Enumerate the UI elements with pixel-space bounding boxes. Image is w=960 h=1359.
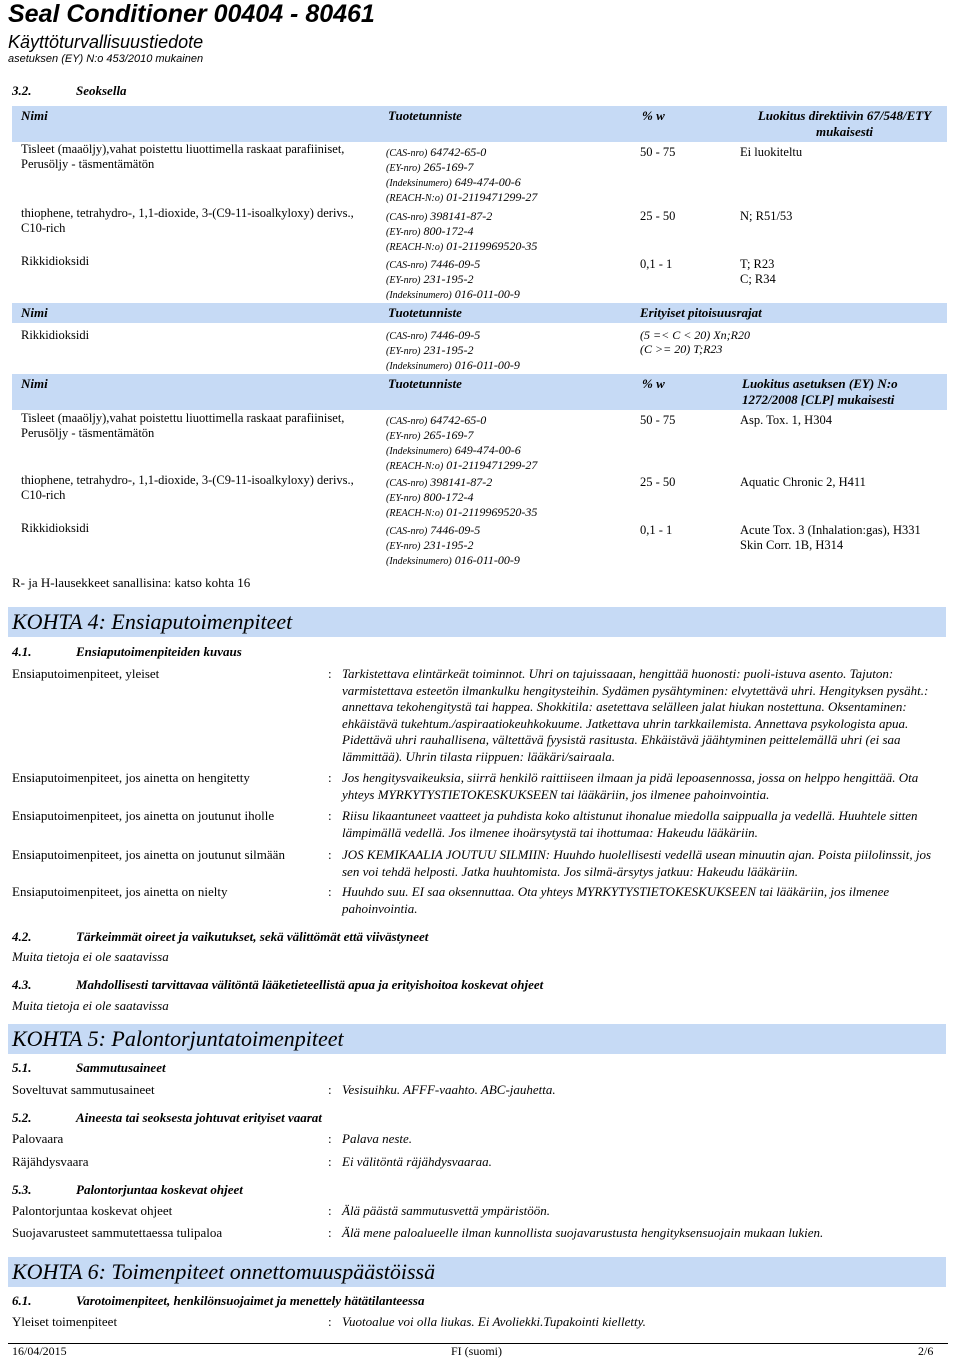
identifier-value: 265-169-7 [423, 428, 474, 442]
table1-row-pct: 50 - 75 [640, 145, 676, 159]
identifier-type: (EY-nro) [386, 163, 421, 174]
identifier-line [386, 328, 480, 344]
table3-row-class: Aquatic Chronic 2, H411 [740, 475, 866, 489]
identifier-type: (Indeksinumero) [386, 556, 452, 567]
identifier-value: 64742-65-0 [430, 413, 487, 427]
identifier-type: (EY-nro) [386, 431, 421, 442]
table1-row-pct: 25 - 50 [640, 209, 676, 223]
document-subtitle: Käyttöturvallisuustiedote [8, 32, 204, 52]
identifier-value: 7446-09-5 [430, 523, 481, 537]
first-aid-label: Ensiaputoimenpiteet, jos ainetta on joutunut silmään [12, 847, 285, 862]
subsection-title: Ensiaputoimenpiteiden kuvaus [76, 644, 242, 659]
table1-row-name: Tisleet (maaöljy),vahat poistettu liuottimella raskaat parafiiniset, Perusöljy - täsmentämätön [21, 142, 345, 171]
identifier-value: 016-011-00-9 [454, 358, 520, 372]
item-colon: : [328, 1203, 332, 1218]
section6-bar [8, 1257, 946, 1287]
identifier-line [386, 475, 492, 491]
identifier-value: 016-011-00-9 [454, 287, 520, 301]
table1-header-name: Nimi [21, 108, 48, 123]
identifier-line [386, 553, 520, 569]
subsection-5-1-heading [12, 1060, 166, 1076]
identifier-line [386, 413, 486, 429]
identifier-line [386, 490, 473, 506]
identifier-line [386, 224, 473, 240]
item-colon: : [328, 808, 332, 823]
table3-row-class: Asp. Tox. 1, H304 [740, 413, 832, 427]
identifier-line [386, 343, 473, 359]
subsection-5-2-heading [12, 1110, 322, 1126]
identifier-value: 7446-09-5 [430, 328, 481, 342]
identifier-value: 231-195-2 [423, 343, 474, 357]
identifier-value: 398141-87-2 [430, 209, 493, 223]
identifier-type: (CAS-nro) [386, 526, 428, 537]
identifier-type: (CAS-nro) [386, 416, 428, 427]
table3-header [12, 374, 947, 410]
identifier-line [386, 358, 520, 374]
subsection-number: 6.1. [12, 1293, 32, 1308]
identifier-value: 01-2119969520-35 [446, 505, 538, 519]
footer-language: FI (suomi) [451, 1344, 502, 1358]
identifier-type: (CAS-nro) [386, 478, 428, 489]
subsection-number: 5.2. [12, 1110, 32, 1125]
subsection-title: Aineesta tai seoksesta johtuvat erityiset vaarat [76, 1110, 322, 1125]
identifier-line [386, 523, 480, 539]
subsection-3-2-heading [12, 83, 127, 99]
section4-title: KOHTA 4: Ensiaputoimenpiteet [12, 609, 293, 634]
item-label: Räjähdysvaara [12, 1154, 89, 1169]
identifier-line [386, 443, 521, 459]
item-colon: : [328, 847, 332, 862]
identifier-value: 01-2119471299-27 [446, 458, 538, 472]
identifier-value: 231-195-2 [423, 538, 474, 552]
item-value: Älä päästä sammutusvettä ympäristöön. [342, 1203, 550, 1218]
identifier-value: 01-2119969520-35 [446, 239, 538, 253]
identifier-line [386, 209, 492, 225]
subsection-title: Varotoimenpiteet, henkilönsuojaimet ja menettely hätätilanteessa [76, 1293, 425, 1308]
table3-header-class: Luokitus asetuksen (EY) N:o 1272/2008 [CLP] mukaisesti [742, 376, 898, 407]
item-colon: : [328, 1082, 332, 1097]
first-aid-value: Riisu likaantuneet vaatteet ja puhdista koko altistunut ihonalue miedolla saippualla ja vedellä. Huuhtele sitten lämpimällä vedellä. Jos ilmenee ihoärsytystä tai ihottumaa: Hakeudu lääkäriin. [342, 808, 918, 840]
subsection-title: Sammutusaineet [76, 1060, 166, 1075]
identifier-value: 649-474-00-6 [454, 175, 521, 189]
identifier-line [386, 505, 537, 521]
identifier-line [386, 257, 480, 273]
table1-header-id: Tuotetunniste [388, 108, 462, 123]
subsection-4-3-heading [12, 977, 543, 993]
identifier-value: 800-172-4 [423, 490, 474, 504]
identifier-type: (CAS-nro) [386, 331, 428, 342]
subsection-4-2-text: Muita tietoja ei ole saatavissa [12, 949, 169, 964]
table3-header-name: Nimi [21, 376, 48, 391]
subsection-number: 3.2. [12, 83, 32, 98]
identifier-type: (EY-nro) [386, 493, 421, 504]
subsection-4-2-heading [12, 929, 428, 945]
table1-row-class: Ei luokiteltu [740, 145, 803, 159]
table2-header-limits: Erityiset pitoisuusrajat [640, 305, 762, 320]
item-colon: : [328, 1131, 332, 1146]
identifier-type: (EY-nro) [386, 227, 421, 238]
first-aid-label: Ensiaputoimenpiteet, yleiset [12, 666, 160, 681]
table1-header [12, 106, 947, 142]
identifier-line [386, 239, 537, 255]
table1-row-class: N; R51/53 [740, 209, 793, 223]
item-label: Soveltuvat sammutusaineet [12, 1082, 155, 1097]
identifier-line [386, 538, 473, 554]
footer-page: 2/6 [918, 1344, 934, 1358]
table2-limits: (5 =< C < 20) Xn;R20 (C >= 20) T;R23 [640, 328, 750, 356]
identifier-type: (REACH-N:o) [386, 461, 444, 472]
table3-row-pct: 0,1 - 1 [640, 523, 673, 537]
regulation-note: asetuksen (EY) N:o 453/2010 mukainen [8, 53, 204, 65]
identifier-type: (EY-nro) [386, 275, 421, 286]
table1-row-name: thiophene, tetrahydro-, 1,1-dioxide, 3-(C9-11-isoalkyloxy) derivs., C10-rich [21, 206, 354, 235]
table1-row-class: T; R23 C; R34 [740, 257, 776, 286]
table2-header-id: Tuotetunniste [388, 305, 462, 320]
subsection-4-3-text: Muita tietoja ei ole saatavissa [12, 998, 169, 1013]
subsection-6-1-heading [12, 1293, 425, 1309]
section5-bar [8, 1024, 946, 1054]
identifier-type: (CAS-nro) [386, 260, 428, 271]
identifier-type: (REACH-N:o) [386, 193, 444, 204]
identifier-type: (Indeksinumero) [386, 290, 452, 301]
table3-row-name: Tisleet (maaöljy),vahat poistettu liuottimella raskaat parafiiniset, Perusöljy - täsmentämätön [21, 411, 345, 440]
first-aid-label: Ensiaputoimenpiteet, jos ainetta on nielty [12, 884, 228, 899]
table3-row-pct: 50 - 75 [640, 413, 676, 427]
item-value: Palava neste. [342, 1131, 413, 1146]
first-aid-label: Ensiaputoimenpiteet, jos ainetta on joutunut iholle [12, 808, 275, 823]
item-label: Suojavarusteet sammutettaessa tulipaloa [12, 1225, 223, 1240]
subsection-number: 4.3. [12, 977, 32, 992]
item-colon: : [328, 884, 332, 899]
table3-row-name: Rikkidioksidi [21, 521, 90, 535]
table2-header-name: Nimi [21, 305, 48, 320]
first-aid-label: Ensiaputoimenpiteet, jos ainetta on hengitetty [12, 770, 250, 785]
identifier-value: 7446-09-5 [430, 257, 481, 271]
section4-bar [8, 607, 946, 637]
identifier-line [386, 458, 537, 474]
identifier-value: 800-172-4 [423, 224, 474, 238]
subsection-4-1-heading [12, 644, 242, 660]
table3-row-class: Acute Tox. 3 (Inhalation:gas), H331 Skin Corr. 1B, H314 [740, 523, 921, 552]
subsection-number: 5.3. [12, 1182, 32, 1197]
item-value: Vesisuihku. AFFF-vaahto. ABC-jauhetta. [342, 1082, 556, 1097]
identifier-value: 265-169-7 [423, 160, 474, 174]
identifier-type: (CAS-nro) [386, 212, 428, 223]
identifier-line [386, 160, 473, 176]
document-title: Seal Conditioner 00404 - 80461 [8, 0, 375, 28]
identifier-type: (Indeksinumero) [386, 361, 452, 372]
item-colon: : [328, 666, 332, 681]
item-value: Ei välitöntä räjähdysvaaraa. [342, 1154, 492, 1169]
identifier-type: (REACH-N:o) [386, 242, 444, 253]
identifier-type: (EY-nro) [386, 346, 421, 357]
identifier-value: 649-474-00-6 [454, 443, 521, 457]
subsection-title: Mahdollisesti tarvittavaa välitöntä lääketieteellistä apua ja erityishoitoa koskevat ohjeet [76, 977, 544, 992]
table3-header-pct: % w [642, 376, 665, 391]
identifier-line [386, 190, 537, 206]
identifier-value: 231-195-2 [423, 272, 474, 286]
identifier-value: 398141-87-2 [430, 475, 493, 489]
identifier-value: 016-011-00-9 [454, 553, 520, 567]
identifier-line [386, 272, 473, 288]
item-colon: : [328, 1225, 332, 1240]
table2-name: Rikkidioksidi [21, 328, 90, 342]
identifier-type: (REACH-N:o) [386, 508, 444, 519]
subsection-number: 4.1. [12, 644, 32, 659]
table1-row-pct: 0,1 - 1 [640, 257, 673, 271]
identifier-line [386, 428, 473, 444]
table3-row-name: thiophene, tetrahydro-, 1,1-dioxide, 3-(C9-11-isoalkyloxy) derivs., C10-rich [21, 473, 354, 502]
table3-row-pct: 25 - 50 [640, 475, 676, 489]
item-label: Palontorjuntaa koskevat ohjeet [12, 1203, 173, 1218]
subsection-5-3-heading [12, 1182, 243, 1198]
section6-title: KOHTA 6: Toimenpiteet onnettomuuspäästöissä [12, 1259, 436, 1284]
item-colon: : [328, 1314, 332, 1329]
item-value: Vuotoalue voi olla liukas. Ei Avoliekki.Tupakointi kielletty. [342, 1314, 646, 1329]
item-colon: : [328, 770, 332, 785]
item-label: Palovaara [12, 1131, 64, 1146]
table2-header [12, 303, 947, 323]
identifier-line [386, 175, 521, 191]
identifier-type: (EY-nro) [386, 541, 421, 552]
identifier-line [386, 287, 520, 303]
subsection-number: 4.2. [12, 929, 32, 944]
identifier-line [386, 145, 486, 161]
first-aid-value: Huuhdo suu. EI saa oksennuttaa. Ota yhteys MYRKYTYSTIETOKESKUKSEEN tai lääkäriin, jos ilmenee pahoinvointia. [342, 884, 890, 916]
first-aid-value: Jos hengitysvaikeuksia, siirrä henkilö raittiiseen ilmaan ja pidä lepoasennossa, jossa on helppo hengittää. Ota yhteys MYRKYTYSTIETOKESKUKSEEN tai lääkäriin, jos ilmenee pahoinvointia. [342, 770, 919, 802]
identifier-type: (Indeksinumero) [386, 446, 452, 457]
subsection-title: Tärkeimmät oireet ja vaikutukset, sekä välittömät että viivästyneet [76, 929, 429, 944]
section5-title: KOHTA 5: Palontorjuntatoimenpiteet [12, 1026, 344, 1051]
first-aid-value: JOS KEMIKAALIA JOUTUU SILMIIN: Huuhdo huolellisesti vedellä usean minuutin ajan. Poista piilolinssit, jos sen voi tehdä helposti. Jatka huuhtomista. Jos silmä-ärsytys jatkuu: Hakeudu lääkäriin. [342, 847, 932, 879]
item-colon: : [328, 1154, 332, 1169]
footer-date: 16/04/2015 [12, 1344, 67, 1358]
subsection-number: 5.1. [12, 1060, 32, 1075]
identifier-value: 01-2119471299-27 [446, 190, 538, 204]
subsection-title: Palontorjuntaa koskevat ohjeet [76, 1182, 243, 1197]
identifier-type: (CAS-nro) [386, 148, 428, 159]
table1-row-name: Rikkidioksidi [21, 254, 90, 268]
table1-header-pct: % w [642, 108, 665, 123]
r-h-note: R- ja H-lausekkeet sanallisina: katso kohta 16 [12, 575, 251, 590]
identifier-type: (Indeksinumero) [386, 178, 452, 189]
item-value: Älä mene paloalueelle ilman kunnollista suojavarustusta hengityksensuojain mukaan lukien. [342, 1225, 824, 1240]
identifier-value: 64742-65-0 [430, 145, 487, 159]
table3-header-id: Tuotetunniste [388, 376, 462, 391]
first-aid-value: Tarkistettava elintärkeät toiminnot. Uhri on tajuissaaan, hengittää huonosti: puoli-istuva asento. Tajuton: varmistettava esteetön ilmankulku hengitysteihin. Sydämen pysähtyminen: elvytettävä uhri. Hengityksen pysäht.: annettava tekohengitystä tai happea. Shokkitila: asetettava selälleen jalat hiukan nostettuna. Oksentaminen: ehkäistävä tukehtum./aspiraatiokeuhkokuume. Jatkettava uhrin tarkkailemista. Annettava psykologista apua. Pidettävä uhri rauhallisena, vältettävä fyysistä rasitusta. Ehkäistävä jäähtyminen peittelemällä uhri (ei saa lämmittää). Uhrin tilasta riippuen: lääkäri/sairaala. [342, 666, 929, 764]
subsection-title: Seoksella [76, 83, 127, 98]
item-label: Yleiset toimenpiteet [12, 1314, 118, 1329]
table1-header-class: Luokitus direktiivin 67/548/ETY mukaisesti [757, 108, 932, 139]
